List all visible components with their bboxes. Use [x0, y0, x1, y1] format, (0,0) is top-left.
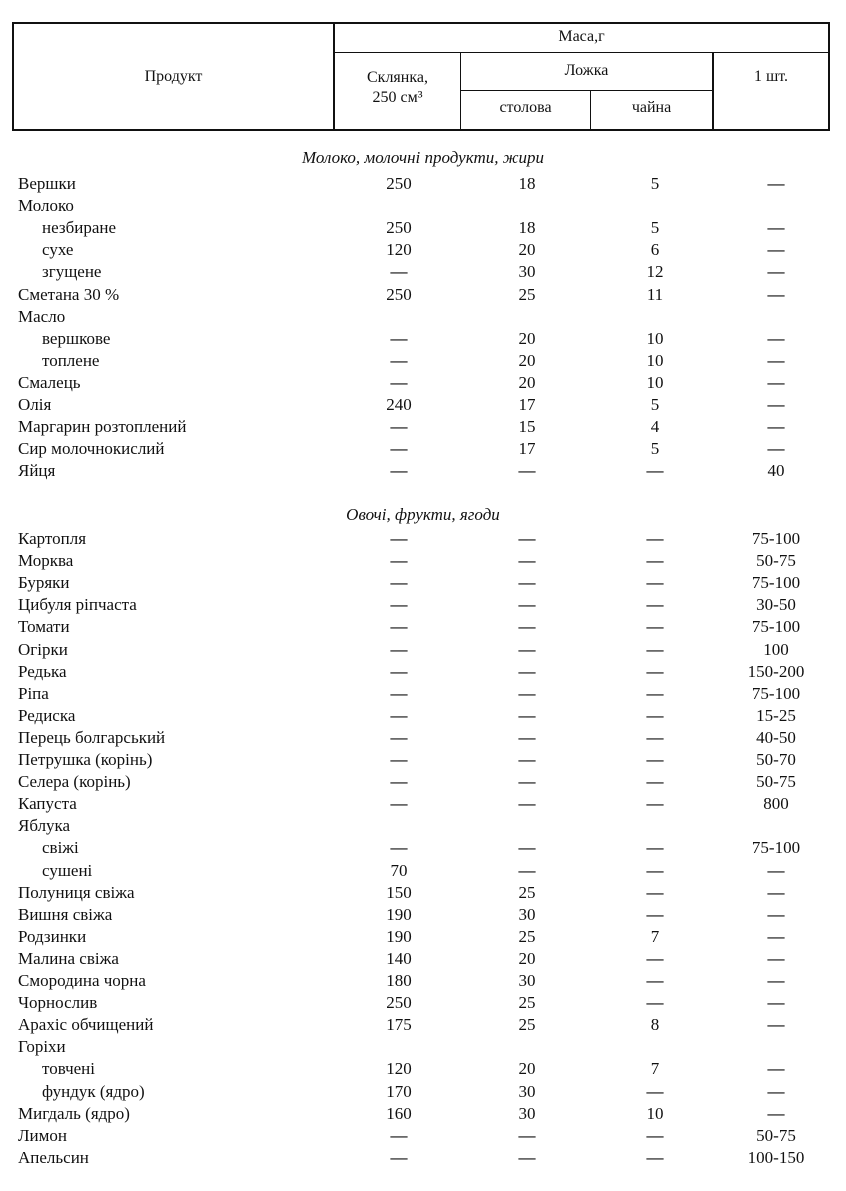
piece-value: — — [767, 948, 785, 968]
piece-value: 40-50 — [756, 727, 796, 747]
piece-value: — — [767, 372, 785, 392]
header-product: Продукт — [144, 68, 203, 85]
product-name: Мигдаль (ядро) — [18, 1103, 130, 1123]
product-name: Вершки — [18, 174, 76, 193]
tablespoon-value: 30 — [518, 971, 536, 990]
teaspoon-value: 12 — [646, 262, 664, 282]
table-row — [0, 705, 846, 727]
tablespoon-value: 25 — [518, 926, 536, 946]
table-row — [0, 217, 846, 239]
piece-value: 40 — [767, 461, 785, 481]
teaspoon-value: — — [646, 727, 664, 747]
teaspoon-value: 5 — [650, 218, 660, 238]
product-name: згущене — [42, 262, 102, 282]
glass-value: 140 — [386, 948, 412, 968]
product-name: Лимон — [18, 1125, 67, 1145]
glass-value: — — [390, 683, 408, 703]
tablespoon-value: — — [518, 683, 536, 703]
product-name: Редиска — [18, 705, 76, 725]
header-glass-volume: 250 см³ — [372, 89, 423, 106]
table-row — [0, 594, 846, 616]
teaspoon-value: — — [646, 617, 664, 637]
tablespoon-value: 18 — [518, 174, 536, 193]
tablespoon-value: — — [518, 750, 536, 769]
product-name: Цибуля ріпчаста — [18, 595, 137, 615]
product-name: Огірки — [18, 639, 68, 659]
piece-value: 30-50 — [756, 595, 796, 615]
product-name: Селера (корінь) — [18, 772, 131, 792]
product-name: Маргарин розтоплений — [18, 417, 187, 437]
teaspoon-value: — — [646, 948, 664, 968]
piece-value: — — [767, 284, 785, 304]
table-row — [0, 1014, 846, 1036]
glass-value: — — [390, 772, 408, 792]
table-row — [0, 639, 846, 661]
piece-value: — — [767, 240, 785, 260]
piece-value: — — [767, 993, 785, 1013]
table-row — [0, 1125, 846, 1147]
product-name: фундук (ядро) — [42, 1081, 145, 1101]
tablespoon-value: — — [518, 529, 536, 548]
table-row — [0, 948, 846, 970]
tablespoon-value: 30 — [518, 1081, 536, 1101]
product-name: Петрушка (корінь) — [18, 750, 153, 769]
product-name: Морква — [18, 551, 74, 571]
product-name: Полуниця свіжа — [18, 882, 135, 902]
glass-value: 250 — [386, 174, 412, 193]
teaspoon-value: — — [646, 661, 664, 681]
table-row — [0, 528, 846, 550]
teaspoon-value: — — [646, 882, 664, 902]
teaspoon-value: — — [646, 794, 664, 814]
header-table-spoon: столова — [499, 99, 552, 116]
glass-value: — — [390, 262, 408, 282]
glass-value: — — [390, 372, 408, 392]
table-row — [0, 460, 846, 482]
table-row — [0, 372, 846, 394]
piece-value: — — [767, 262, 785, 282]
glass-value: — — [390, 1147, 408, 1167]
glass-value: — — [390, 551, 408, 571]
teaspoon-value: 4 — [650, 417, 660, 437]
glass-value: — — [390, 794, 408, 814]
product-name: Перець болгарський — [18, 727, 166, 747]
glass-value: 170 — [386, 1081, 412, 1101]
product-name: товчені — [42, 1059, 96, 1079]
piece-value: — — [767, 439, 785, 459]
tablespoon-value: 30 — [518, 262, 536, 282]
tablespoon-value: 15 — [518, 417, 536, 437]
teaspoon-value: 8 — [650, 1015, 660, 1035]
header-bottom-border — [12, 129, 830, 131]
piece-value: — — [767, 328, 785, 348]
piece-value: 15-25 — [756, 705, 796, 725]
table-row — [0, 661, 846, 683]
table-row — [0, 727, 846, 749]
teaspoon-value: 7 — [650, 926, 660, 946]
table-row — [0, 306, 846, 328]
tablespoon-value: 30 — [518, 1103, 536, 1123]
product-name: Чорнослив — [18, 993, 98, 1013]
table-row — [0, 1058, 846, 1080]
tablespoon-value: 25 — [518, 284, 536, 304]
header-tea-spoon: чайна — [631, 99, 672, 116]
glass-value: 190 — [386, 904, 412, 924]
glass-value: — — [390, 573, 408, 593]
glass-value: 175 — [386, 1015, 412, 1035]
product-name: Горіхи — [18, 1037, 66, 1057]
table-row — [0, 904, 846, 926]
tablespoon-value: 20 — [518, 350, 536, 370]
header-piece: 1 шт. — [753, 68, 789, 85]
tablespoon-value: 20 — [518, 1059, 536, 1079]
teaspoon-value: 7 — [650, 1059, 660, 1079]
teaspoon-value: 10 — [646, 328, 664, 348]
teaspoon-value: — — [646, 838, 664, 858]
glass-value: — — [390, 838, 408, 858]
piece-value: 100-150 — [747, 1147, 805, 1167]
tablespoon-value: 18 — [518, 218, 536, 238]
product-name: Молоко — [18, 196, 74, 216]
piece-value: — — [767, 218, 785, 238]
table-row — [0, 749, 846, 771]
glass-value: — — [390, 350, 408, 370]
header-mass: Маса,г — [558, 28, 605, 45]
piece-value: 75-100 — [751, 529, 801, 548]
piece-value: 75-100 — [751, 617, 801, 637]
glass-value: — — [390, 705, 408, 725]
glass-value: 240 — [386, 395, 412, 414]
glass-value: — — [390, 639, 408, 659]
product-name: Малина свіжа — [18, 948, 119, 968]
table-row — [0, 837, 846, 859]
piece-value: 800 — [763, 794, 789, 814]
glass-value: 190 — [386, 926, 412, 946]
product-name: Сир молочнокислий — [18, 439, 165, 459]
product-name: топлене — [42, 350, 100, 370]
glass-value: — — [390, 1125, 408, 1145]
table-row — [0, 683, 846, 705]
table-row — [0, 572, 846, 594]
table-row — [0, 328, 846, 350]
glass-value: — — [390, 750, 408, 769]
piece-value: — — [767, 860, 785, 880]
table-row — [0, 616, 846, 638]
glass-value: 250 — [386, 284, 412, 304]
table-row — [0, 1103, 846, 1125]
teaspoon-value: 11 — [646, 284, 664, 304]
tablespoon-value: 20 — [518, 328, 536, 348]
glass-value: 250 — [386, 218, 412, 238]
product-name: вершкове — [42, 328, 111, 348]
glass-value: 160 — [386, 1103, 412, 1123]
product-name: Масло — [18, 306, 66, 326]
tablespoon-value: — — [518, 705, 536, 725]
tablespoon-value: 17 — [518, 395, 536, 414]
tablespoon-value: 17 — [518, 439, 536, 459]
header-right-border — [828, 22, 830, 131]
tablespoon-value: — — [518, 617, 536, 637]
teaspoon-value: — — [646, 904, 664, 924]
piece-value: — — [767, 1015, 785, 1035]
header-divider-mass — [333, 52, 830, 53]
teaspoon-value: — — [646, 1147, 664, 1167]
tablespoon-value: — — [518, 573, 536, 593]
table-row — [0, 284, 846, 306]
table-row — [0, 173, 846, 195]
glass-value: 180 — [386, 971, 412, 990]
product-name: Сметана 30 % — [18, 284, 120, 304]
piece-value: — — [767, 417, 785, 437]
piece-value: — — [767, 904, 785, 924]
tablespoon-value: — — [518, 772, 536, 792]
piece-value: 50-75 — [756, 1125, 796, 1145]
product-name: Картопля — [18, 529, 87, 548]
teaspoon-value: — — [646, 971, 664, 990]
glass-value: — — [390, 727, 408, 747]
teaspoon-value: — — [646, 639, 664, 659]
teaspoon-value: 10 — [646, 350, 664, 370]
piece-value: 50-70 — [756, 750, 796, 769]
product-name: сушені — [42, 860, 93, 880]
table-row — [0, 793, 846, 815]
tablespoon-value: — — [518, 551, 536, 571]
piece-value: 75-100 — [751, 838, 801, 858]
header-top-border — [12, 22, 830, 24]
header-divider-spoon — [460, 90, 713, 91]
teaspoon-value: — — [646, 1125, 664, 1145]
teaspoon-value: — — [646, 993, 664, 1013]
glass-value: 250 — [386, 993, 412, 1013]
tablespoon-value: — — [518, 838, 536, 858]
teaspoon-value: — — [646, 595, 664, 615]
glass-value: — — [390, 595, 408, 615]
tablespoon-value: 30 — [518, 904, 536, 924]
piece-value: — — [767, 926, 785, 946]
section-title-dairy: Молоко, молочні продукти, жири — [301, 148, 545, 167]
piece-value: 100 — [763, 639, 789, 659]
piece-value: — — [767, 395, 785, 414]
product-name: Вишня свіжа — [18, 904, 113, 924]
teaspoon-value: 5 — [650, 439, 660, 459]
tablespoon-value: 20 — [518, 240, 536, 260]
teaspoon-value: — — [646, 683, 664, 703]
table-row — [0, 970, 846, 992]
product-name: Апельсин — [18, 1147, 89, 1167]
glass-value: 120 — [386, 240, 412, 260]
table-row — [0, 815, 846, 837]
piece-value: 75-100 — [751, 573, 801, 593]
teaspoon-value: 6 — [650, 240, 660, 260]
product-name: Родзинки — [18, 926, 87, 946]
product-name: Ріпа — [18, 683, 49, 703]
teaspoon-value: — — [646, 529, 664, 548]
tablespoon-value: — — [518, 727, 536, 747]
product-name: Олія — [18, 395, 52, 414]
product-name: сухе — [42, 240, 74, 260]
table-row — [0, 882, 846, 904]
table-row — [0, 1147, 846, 1169]
piece-value: 50-75 — [756, 551, 796, 571]
tablespoon-value: 20 — [518, 372, 536, 392]
header-spoon: Ложка — [564, 62, 609, 79]
product-name: Яблука — [18, 816, 71, 836]
tablespoon-value: 25 — [518, 1015, 536, 1035]
table-row — [0, 860, 846, 882]
product-name: Яйця — [18, 461, 56, 481]
glass-value: — — [390, 661, 408, 681]
header-glass — [335, 68, 460, 108]
teaspoon-value: — — [646, 573, 664, 593]
piece-value: 150-200 — [747, 661, 805, 681]
tablespoon-value: — — [518, 595, 536, 615]
tablespoon-value: — — [518, 639, 536, 659]
teaspoon-value: — — [646, 705, 664, 725]
glass-value: — — [390, 617, 408, 637]
tablespoon-value: — — [518, 461, 536, 481]
piece-value: — — [767, 174, 785, 193]
product-name: Буряки — [18, 573, 70, 593]
tablespoon-value: — — [518, 1125, 536, 1145]
section-title-vegetables: Овочі, фрукти, ягоди — [346, 505, 500, 524]
table-row — [0, 416, 846, 438]
table-row — [0, 350, 846, 372]
table-row — [0, 394, 846, 416]
glass-value: — — [390, 529, 408, 548]
tablespoon-value: 20 — [518, 948, 536, 968]
tablespoon-value: — — [518, 661, 536, 681]
product-name: Капуста — [18, 794, 77, 814]
teaspoon-value: — — [646, 461, 664, 481]
product-name: Смалець — [18, 372, 81, 392]
teaspoon-value: — — [646, 551, 664, 571]
glass-value: 150 — [386, 882, 412, 902]
table-row — [0, 195, 846, 217]
teaspoon-value: 10 — [646, 1103, 664, 1123]
product-name: Смородина чорна — [18, 971, 146, 990]
piece-value: 50-75 — [756, 772, 796, 792]
glass-value: — — [390, 417, 408, 437]
piece-value: — — [767, 350, 785, 370]
product-name: свіжі — [42, 838, 79, 858]
glass-value: 70 — [390, 860, 408, 880]
piece-value: — — [767, 1059, 785, 1079]
teaspoon-value: — — [646, 750, 664, 769]
product-name: Томати — [18, 617, 70, 637]
teaspoon-value: 5 — [650, 174, 660, 193]
glass-value: — — [390, 328, 408, 348]
table-row — [0, 1036, 846, 1058]
table-row — [0, 771, 846, 793]
tablespoon-value: 25 — [518, 882, 536, 902]
tablespoon-value: — — [518, 1147, 536, 1167]
teaspoon-value: 5 — [650, 395, 660, 414]
table-row — [0, 926, 846, 948]
table-row — [0, 550, 846, 572]
table-row — [0, 1081, 846, 1103]
table-row — [0, 992, 846, 1014]
piece-value: — — [767, 971, 785, 990]
teaspoon-value: — — [646, 860, 664, 880]
header-glass-label: Склянка, — [367, 69, 428, 86]
piece-value: — — [767, 1081, 785, 1101]
piece-value: 75-100 — [751, 683, 801, 703]
teaspoon-value: — — [646, 1081, 664, 1101]
teaspoon-value: 10 — [646, 372, 664, 392]
teaspoon-value: — — [646, 772, 664, 792]
product-name: незбиране — [42, 218, 117, 238]
glass-value: 120 — [386, 1059, 412, 1079]
tablespoon-value: 25 — [518, 993, 536, 1013]
header-divider-piece — [712, 52, 714, 131]
tablespoon-value: — — [518, 794, 536, 814]
table-row — [0, 239, 846, 261]
piece-value: — — [767, 882, 785, 902]
product-name: Арахіс обчищений — [18, 1015, 154, 1035]
glass-value: — — [390, 439, 408, 459]
table-row — [0, 438, 846, 460]
tablespoon-value: — — [518, 860, 536, 880]
glass-value: — — [390, 461, 408, 481]
piece-value: — — [767, 1103, 785, 1123]
product-name: Редька — [18, 661, 67, 681]
table-row — [0, 261, 846, 283]
